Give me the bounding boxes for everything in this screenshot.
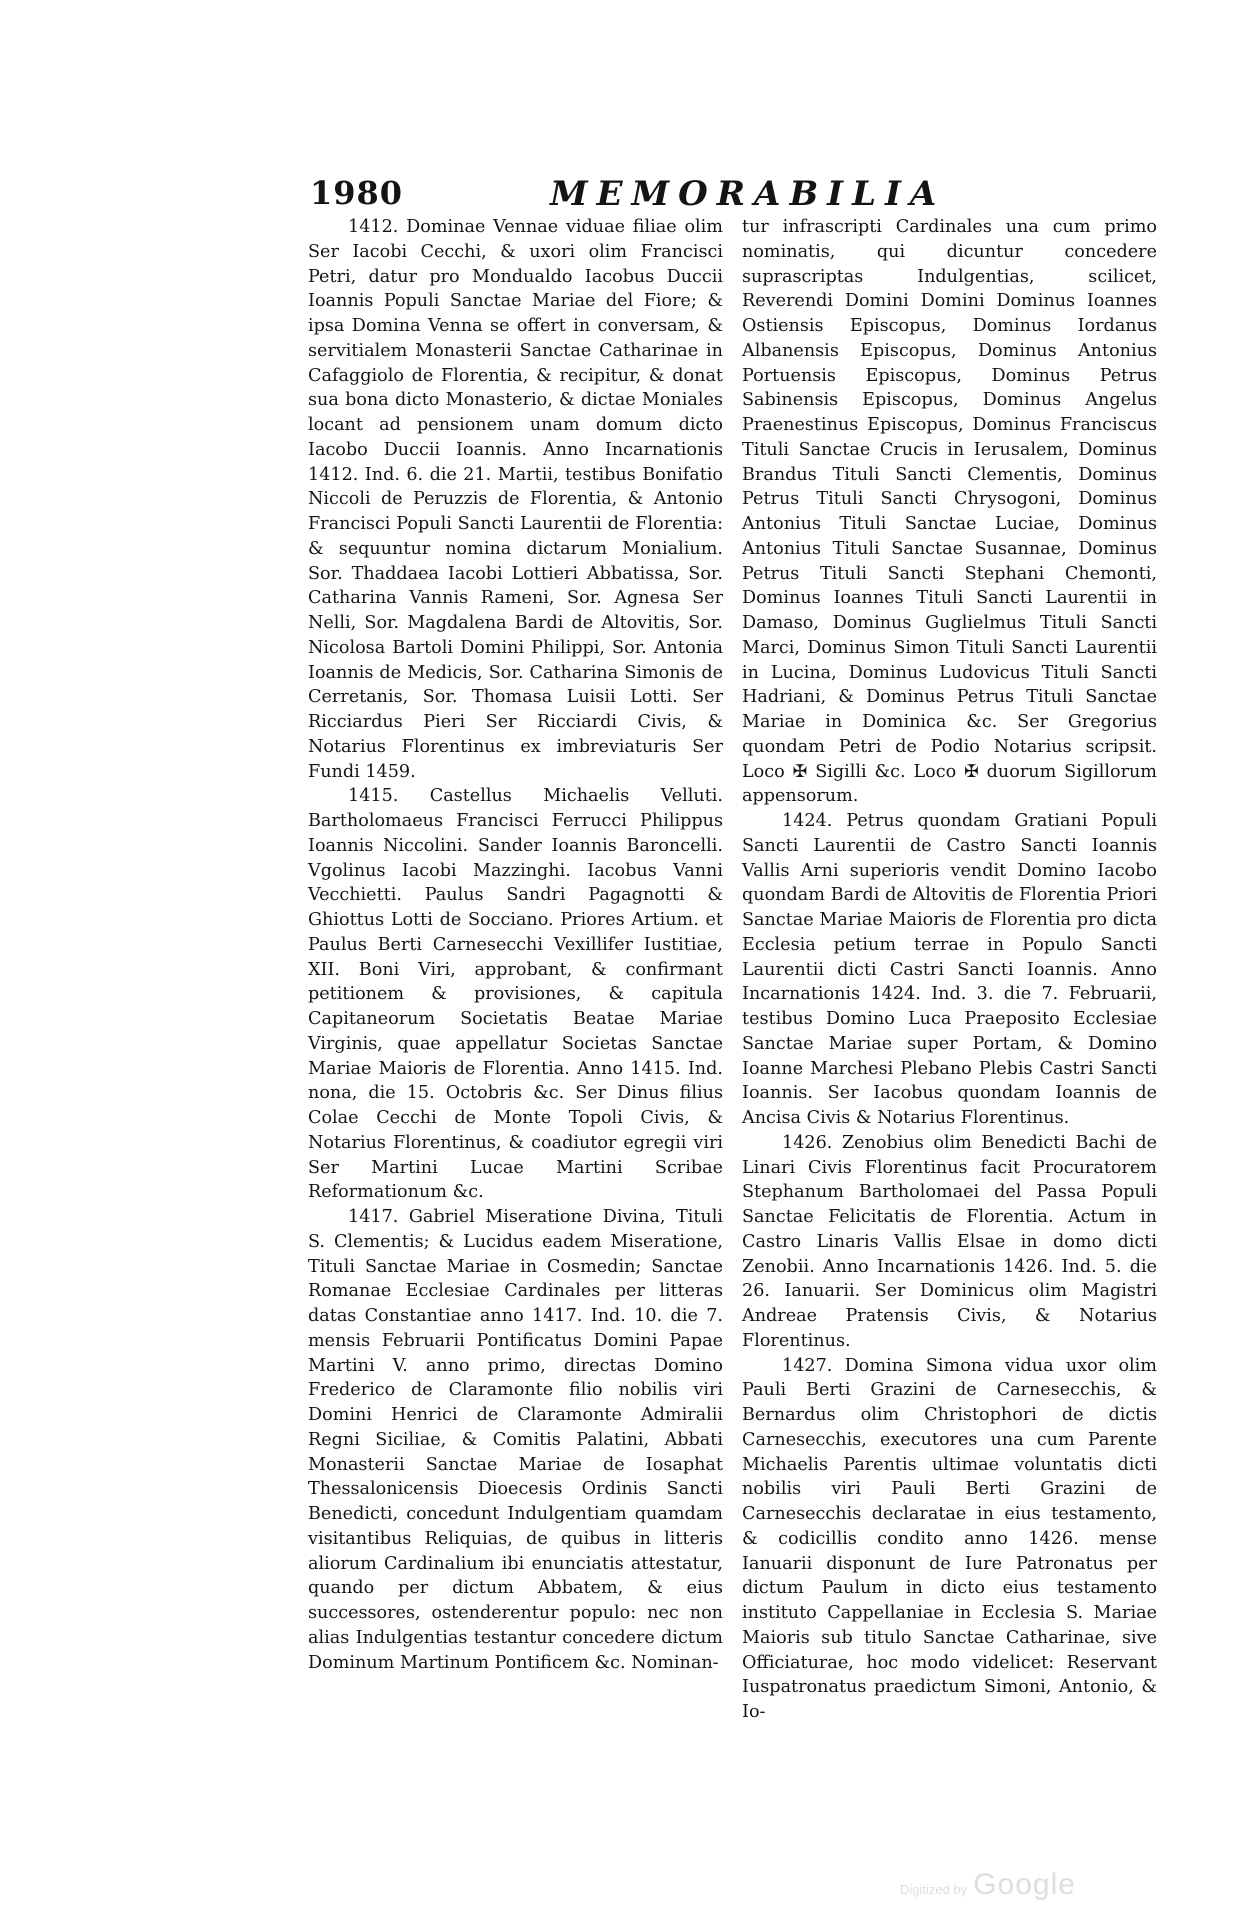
entry-1417-continued: tur infrascripti Cardinales una cum primo nominatis, qui dicuntur concedere suprascriptas Indulgentias, scilicet, Reverendi Domini Domini Dominus Ioannes Ostiensis Episcopus, Dominus Iordanus Albanensis Episcopus, Dominus Antonius Portuensis Episcopus, Dominus Petrus Sabinensis Episcopus, Dominus Angelus Praenestinus Episcopus, Dominus Franciscus Tituli Sanctae Crucis in Ierusalem, Dominus Brandus Tituli Sancti Clementis, Dominus Petrus Tituli Sancti Chrysogoni, Dominus Antonius Tituli Sanctae Luciae, Dominus Antonius Tituli Sanctae Susannae, Dominus Petrus Tituli Sancti Stephani Chemonti, Dominus Ioannes Tituli Sancti Laurentii in Damaso, Dominus Guglielmus Tituli Sancti Marci, Dominus Simon Tituli Sancti Laurentii in Lucina, Dominus Ludovicus Tituli Sancti Hadriani, & Dominus Petrus Tituli Sanctae Mariae in Dominica &c. Ser Gregorius quondam Petri de Podio Notarius scripsit. Loco ✠ Sigilli &c. Loco ✠ duorum Sigillorum appensorum. <box>742 217 1157 807</box>
left-column <box>308 215 723 1675</box>
entry-1412: 1412. Dominae Vennae viduae filiae olim Ser Iacobi Cecchi, & uxori olim Francisci Petri, datur pro Mondualdo Iacobus Duccii Ioannis Populi Sanctae Mariae del Fiore; & ipsa Domina Venna se offert in conversam, & servitialem Monasterii Sanctae Catharinae in Cafaggiolo de Florentia, & recipitur, & donat sua bona dicto Monasterio, & dictae Moniales locant ad pensionem unam domum dicto Iacobo Duccii Ioannis. Anno Incarnationis 1412. Ind. 6. die 21. Martii, testibus Bonifatio Niccoli de Peruzzis de Florentia, & Antonio Francisci Populi Sancti Laurentii de Florentia: & sequuntur nomina dictarum Monialium. Sor. Thaddaea Iacobi Lottieri Abbatissa, Sor. Catharina Vannis Rameni, Sor. Agnesa Ser Nelli, Sor. Magdalena Bardi de Altovitis, Sor. Nicolosa Bartoli Domini Philippi, Sor. Antonia Ioannis de Medicis, Sor. Catharina Simonis de Cerretanis, Sor. Thomasa Luisii Lotti. Ser Ricciardus Pieri Ser Ricciardi Civis, & Notarius Florentinus ex imbreviaturis Ser Fundi 1459. <box>308 217 723 782</box>
entry-1415: 1415. Castellus Michaelis Velluti. Bartholomaeus Francisci Ferrucci Philippus Ioannis Niccolini. Sander Ioannis Baroncelli. Vgolinus Iacobi Mazzinghi. Iacobus Vanni Vecchietti. Paulus Sandri Pagagnotti & Ghiottus Lotti de Socciano. Priores Artium. et Paulus Berti Carnesecchi Vexillifer Iustitiae, XII. Boni Viri, approbant, & confirmant petitionem & provisiones, & capitula Capitaneorum Societatis Beatae Mariae Virginis, quae appellatur Societas Sanctae Mariae Maioris de Florentia. Anno 1415. Ind. nona, die 15. Octobris &c. Ser Dinus filius Colae Cecchi de Monte Topoli Civis, & Notarius Florentinus, & coadiutor egregii viri Ser Martini Lucae Martini Scribae Reformationum &c. <box>308 786 723 1203</box>
running-title: MEMORABILIA <box>550 174 946 214</box>
entry-1424: 1424. Petrus quondam Gratiani Populi Sancti Laurentii de Castro Sancti Ioannis Vallis Arni superioris vendit Domino Iacobo quondam Bardi de Altovitis de Florentia Priori Sanctae Mariae Maioris de Florentia pro dicta Ecclesia petium terrae in Populo Sancti Laurentii dicti Castri Sancti Ioannis. Anno Incarnationis 1424. Ind. 3. die 7. Februarii, testibus Domino Luca Praeposito Ecclesiae Sanctae Mariae super Portam, & Domino Ioanne Marchesi Plebano Plebis Castri Sancti Ioannis. Ser Iacobus quondam Ioannis de Ancisa Civis & Notarius Florentinus. <box>742 811 1157 1128</box>
watermark-brand: Google <box>973 1868 1076 1901</box>
entry-1427: 1427. Domina Simona vidua uxor olim Pauli Berti Grazini de Carnesecchis, & Bernardus olim Christophori de dictis Carnesecchis, executores una cum Parente Michaelis Parentis ultimae voluntatis dicti nobilis viri Pauli Berti Grazini de Carnesecchis declaratae in eius testamento, & codicillis condito anno 1426. mense Ianuarii disponunt de Iure Patronatus per dictum Paulum in dicto eius testamento instituto Cappellaniae in Ecclesia S. Mariae Maioris sub titulo Sanctae Catharinae, sive Officiaturae, hoc modo videlicet: Reservant Iuspatronatus praedictum Simoni, Antonio, & Io- <box>742 1355 1157 1722</box>
right-column <box>742 215 1157 1725</box>
page-number: 1980 <box>310 174 404 212</box>
entry-1417: 1417. Gabriel Miseratione Divina, Tituli S. Clementis; & Lucidus eadem Miseratione, Tituli Sanctae Mariae in Cosmedin; Sanctae Romanae Ecclesiae Cardinales per litteras datas Constantiae anno 1417. Ind. 10. die 7. mensis Februarii Pontificatus Domini Papae Martini V. anno primo, directas Domino Frederico de Claramonte filio nobilis viri Domini Henrici de Claramonte Admiralii Regni Siciliae, & Comitis Palatini, Abbati Monasterii Sanctae Mariae de Iosaphat Thessalonicensis Dioecesis Ordinis Sancti Benedicti, concedunt Indulgentiam quamdam visitantibus Reliquias, de quibus in litteris aliorum Cardinalium ibi enunciatis attestatur, quando per dictum Abbatem, & eius successores, ostenderentur populo: nec non alias Indulgentias testantur concedere dictum Dominum Martinum Pontificem &c. Nominan- <box>308 1207 723 1673</box>
page-header <box>310 174 950 218</box>
watermark-prefix: Digitized by <box>900 1882 968 1897</box>
digitized-watermark <box>900 1868 1076 1902</box>
entry-1426: 1426. Zenobius olim Benedicti Bachi de Linari Civis Florentinus facit Procuratorem Stephanum Bartholomaei del Passa Populi Sanctae Felicitatis de Florentia. Actum in Castro Linaris Vallis Elsae in domo dicti Zenobii. Anno Incarnationis 1426. Ind. 5. die 26. Ianuarii. Ser Dominicus olim Magistri Andreae Pratensis Civis, & Notarius Florentinus. <box>742 1132 1157 1351</box>
